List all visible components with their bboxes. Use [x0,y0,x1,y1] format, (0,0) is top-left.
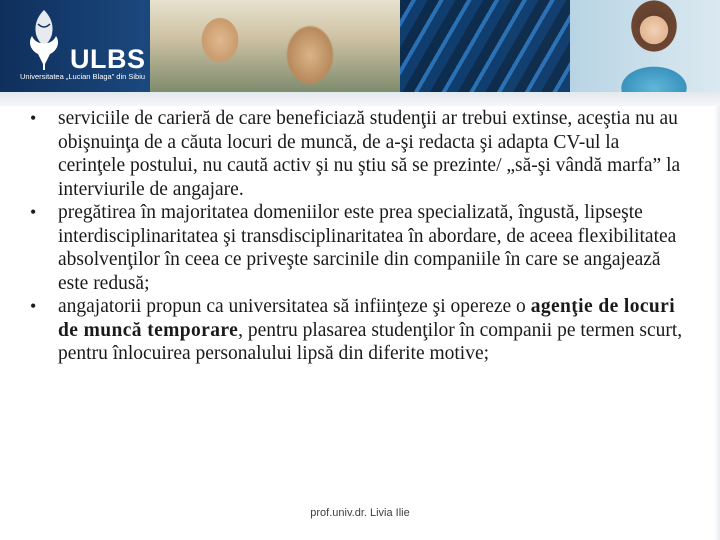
keyboard-photo [400,0,570,92]
logo-subtitle: Universitatea „Lucian Blaga” din Sibiu [20,72,146,81]
list-item [30,295,690,366]
bullet-icon: • [30,296,37,316]
bullet-text: angajatorii propun ca universitatea să infiinţeze şi opereze o [58,296,531,317]
bullet-icon: • [30,108,37,128]
separator-band [0,92,720,106]
bullet-icon: • [30,202,37,222]
bullet-text: pregătirea în majoritatea domeniilor este prea specializată, îngustă, lipseşte interdisciplinaritatea şi transdisciplinaritatea în abordare, de aceea flexibilitatea absolvenţilor în ceea ce priveşte sarcinile din companiile în care se angajează este redusă; [58,202,677,294]
list-item [30,107,690,201]
university-logo [18,6,168,86]
bullet-text: , pentru plasarea studenţilor în companii pe termen scurt, pentru înlocuirea personalului lipsă din diferite motive; [58,319,683,364]
slide-body [30,107,690,366]
footer-author: prof.univ.dr. Livia Ilie [310,507,410,519]
header-banner [0,0,720,92]
side-shadow [714,106,720,540]
bullet-emphasis: agenţie de locuri de muncă temporare [58,296,676,341]
logo-wordmark: ULBS [70,44,146,74]
lamp-emblem-icon [24,6,64,72]
bullet-list [30,107,690,366]
woman-photo [570,0,720,92]
bullet-text: serviciile de carieră de care beneficiază studenţii ar trebui extinse, aceştia nu au obişnuinţa de a căuta locuri de muncă, de a-şi redacta şi adapta CV-ul la cerinţele postului, nu caută activ şi nu ştiu să se prezinte/ „să-şi vândă marfa” la interviurile de angajare. [58,108,681,200]
students-photo [150,0,400,92]
list-item [30,201,690,295]
